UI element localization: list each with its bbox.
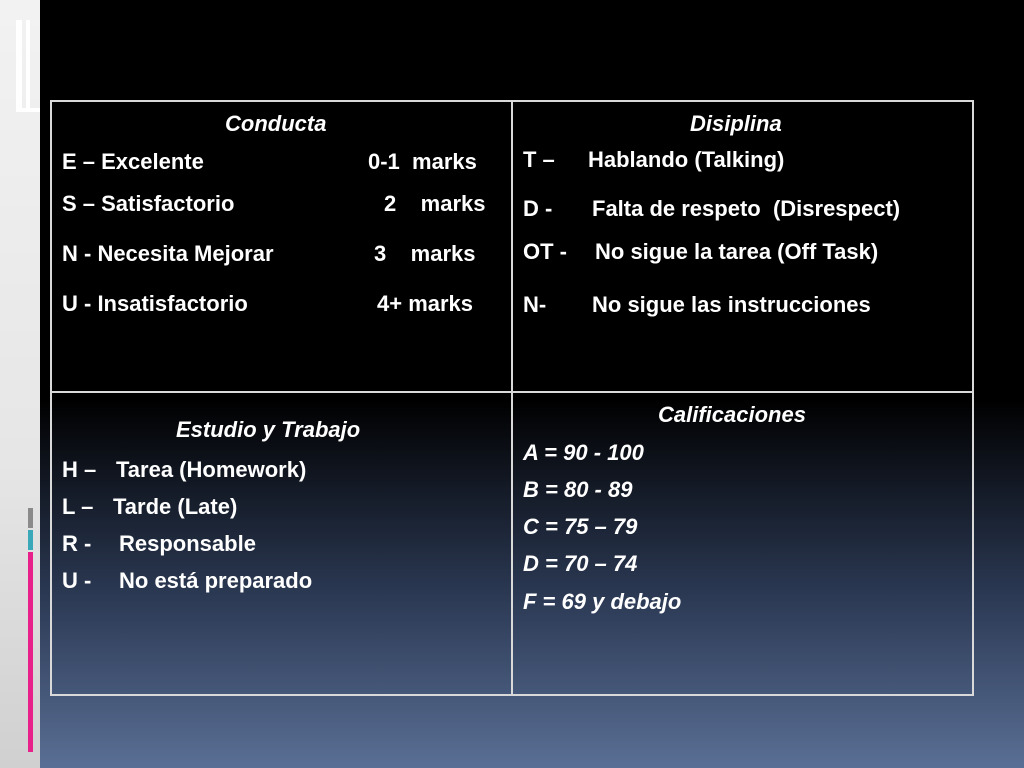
corner-mark-h [16,108,40,112]
left-bar-gray [28,508,33,528]
grade-row: B = 80 - 89 [523,477,633,502]
grade-row: A = 90 - 100 [523,440,644,465]
disiplina-row-4-code: N- [523,292,547,317]
table-vertical-divider [511,100,513,696]
conducta-row-4-label: U - Insatisfactorio [62,291,248,316]
calificaciones-heading: Calificaciones [658,402,806,427]
estudio-row-1-code: H – [62,457,97,482]
grade-row: F = 69 y debajo [523,589,682,614]
disiplina-row-3-code: OT - [523,239,567,264]
disiplina-row-4-desc: No sigue las instrucciones [592,292,871,317]
disiplina-row-1-code: T – [523,147,555,172]
table-horizontal-divider [50,391,974,393]
estudio-row-1-desc: Tarea (Homework) [116,457,307,482]
conducta-heading: Conducta [225,111,327,136]
disiplina-row-1-desc: Hablando (Talking) [588,147,785,172]
estudio-row-4-code: U - [62,568,92,593]
estudio-row-3-code: R - [62,531,92,556]
corner-mark-v2 [26,20,30,110]
grade-row: C = 75 – 79 [523,514,638,539]
conducta-row-3-value: 3 marks [374,241,476,266]
conducta-row-1-value: 0-1 marks [368,149,477,174]
left-bar-teal [28,530,33,550]
left-decor-strip [0,0,40,768]
estudio-row-4-desc: No está preparado [119,568,313,593]
conducta-row-1-label: E – Excelente [62,149,204,174]
estudio-row-2-code: L – [62,494,94,519]
estudio-row-2-desc: Tarde (Late) [113,494,238,519]
disiplina-row-2-code: D - [523,196,553,221]
grade-row: D = 70 – 74 [523,551,638,576]
corner-mark-v1 [16,20,22,110]
disiplina-heading: Disiplina [690,111,782,136]
conducta-row-4-value: 4+ marks [377,291,474,316]
disiplina-row-2-desc: Falta de respeto (Disrespect) [592,196,901,221]
left-bar-pink [28,552,33,752]
conducta-row-3-label: N - Necesita Mejorar [62,241,274,266]
estudio-row-3-desc: Responsable [119,531,256,556]
disiplina-row-3-desc: No sigue la tarea (Off Task) [595,239,879,264]
conducta-row-2-label: S – Satisfactorio [62,191,235,216]
conducta-row-2-value: 2 marks [384,191,486,216]
estudio-heading: Estudio y Trabajo [176,417,361,442]
